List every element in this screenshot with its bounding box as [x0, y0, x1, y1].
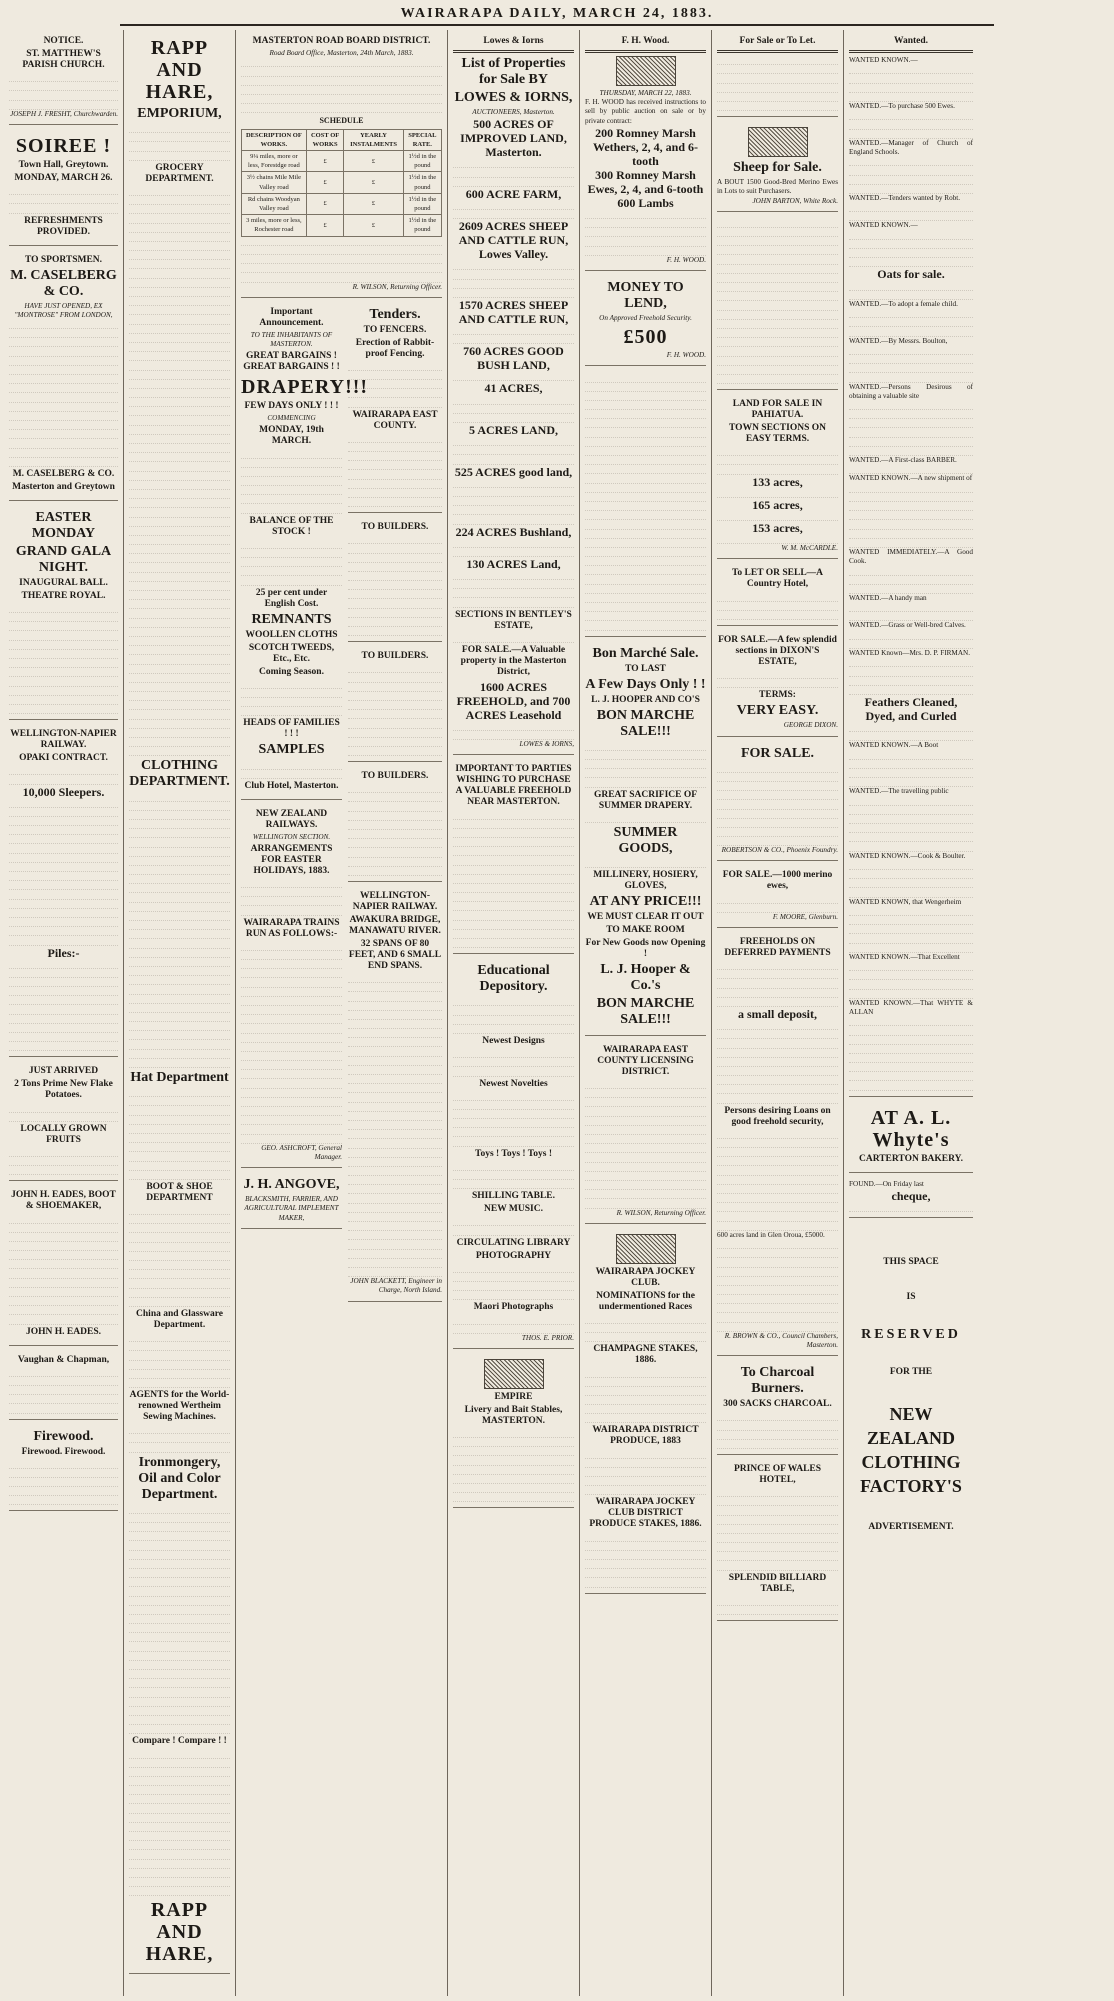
wanted-3: WANTED.—Manager of Church of England Schools.: [849, 138, 973, 156]
schedule-cell: £: [344, 215, 403, 236]
rapp-title: RAPP AND HARE,: [145, 37, 214, 103]
boot-title: BOOT & SHOE DEPARTMENT: [146, 1181, 213, 1203]
mccardle-sig: W. M. McCARDLE.: [781, 544, 838, 553]
shilling-table: SHILLING TABLE.: [471, 1191, 556, 1202]
horse-engraving-icon: [484, 1359, 544, 1389]
awakura-title: AWAKURA BRIDGE, MANAWATU RIVER.: [349, 914, 441, 936]
money-sub: On Approved Freehold Security.: [599, 313, 692, 322]
racehorse-engraving-icon: [616, 1234, 676, 1264]
col3-right: [348, 301, 442, 1305]
wanted-6: WANTED.—To adopt a female child.: [849, 299, 958, 308]
schedule-cell: £: [306, 215, 344, 236]
rapp-hare-ad: [129, 30, 230, 1974]
firewood-sub: Firewood. Firewood.: [21, 1446, 106, 1457]
trains-title: WAIRARAPA TRAINS RUN AS FOLLOWS:-: [243, 917, 340, 939]
spans-title: 32 SPANS OF 80 FEET, AND 6 SMALL END SPANS.: [348, 938, 442, 971]
column-2: [124, 30, 236, 1996]
schedule-table: [241, 129, 442, 237]
freeholds-title: FREEHOLDS ON DEFERRED PAYMENTS: [724, 937, 831, 959]
sleepers-title: 10,000 Sleepers.: [22, 784, 105, 799]
lowes-sig: LOWES & IORNS,: [519, 740, 574, 749]
inaugural-title: INAUGURAL BALL.: [19, 577, 108, 588]
wanted-12: WANTED.—A handy man: [849, 593, 927, 602]
wood-header: F. H. Wood.: [621, 36, 670, 46]
easter-ball-ad: [9, 504, 118, 720]
lowes-header: Lowes & Iorns: [483, 36, 544, 46]
merino-title: FOR SALE.—1000 merino ewes,: [722, 870, 833, 892]
railway-title: WELLINGTON-NAPIER RAILWAY.: [10, 729, 117, 751]
rapp-title-foot: RAPP AND HARE,: [145, 1899, 214, 1966]
dixon-sig: GEORGE DIXON.: [783, 721, 838, 730]
soiree-title: SOIREE !: [15, 134, 112, 157]
sheep-title: Sheep for Sale.: [733, 160, 822, 176]
commencing: COMMENCING: [267, 414, 316, 423]
brown-sig: R. BROWN & CO., Council Chambers, Masterton.: [724, 1331, 838, 1350]
nz-railways-title: NEW ZEALAND RAILWAYS.: [255, 808, 328, 830]
notice-heading: ST. MATTHEW'S PARISH CHURCH.: [22, 49, 105, 70]
sportsmen-heading: TO SPORTSMEN.: [24, 254, 103, 265]
napier-rail-title: WELLINGTON-NAPIER RAILWAY.: [352, 890, 438, 912]
eades-title: JOHN H. EADES, BOOT & SHOEMAKER,: [11, 1190, 116, 1212]
reserved-text: RESERVED: [861, 1327, 961, 1343]
wanted-15: WANTED KNOWN.—A Boot: [849, 741, 939, 750]
notice-signature: JOSEPH J. FRESHT, Churchwarden.: [10, 109, 118, 118]
charcoal-ad: [717, 1359, 838, 1455]
vaughan-title: Vaughan & Chapman,: [17, 1354, 110, 1365]
library-title: CIRCULATING LIBRARY: [456, 1237, 571, 1248]
firewood-ad: [9, 1423, 118, 1512]
nominations-title: NOMINATIONS for the undermentioned Races: [596, 1290, 695, 1312]
wellington-section: WELLINGTON SECTION.: [252, 832, 331, 841]
few-days-only: A Few Days Only ! !: [585, 676, 706, 692]
land-sale-title: LAND FOR SALE IN PAHIATUA.: [732, 399, 823, 421]
schedule-cell: £: [344, 193, 403, 214]
merino-ad: [717, 864, 838, 928]
angove-sub: BLACKSMITH, FARRIER, AND AGRICULTURAL IMPLEMENT MAKER,: [244, 1195, 339, 1222]
freeholds-ad: [717, 931, 838, 1356]
acres-165: 165 acres,: [752, 497, 803, 512]
wanted-4: WANTED.—Tenders wanted by Robt.: [849, 193, 961, 202]
column-6: [712, 30, 844, 1996]
just-arrived-ad: [9, 1060, 118, 1181]
caselberg-ad: [9, 249, 118, 501]
inhabitants: TO THE INHABITANTS OF MASTERTON.: [250, 330, 333, 348]
column-7: [844, 30, 978, 1996]
opaki-title: OPAKI CONTRACT.: [19, 753, 108, 764]
bon-marche-ad: [585, 640, 706, 1036]
coming-season: Coming Season.: [259, 666, 324, 677]
schedule-row: [242, 193, 442, 214]
wanted-20: WANTED KNOWN.—That WHYTE & ALLAN: [849, 998, 973, 1016]
hat-title: Hat Department: [130, 1070, 229, 1085]
stock-600: 600 Lambs: [617, 195, 674, 210]
column-5: [580, 30, 712, 1996]
fruits-title: LOCALLY GROWN FRUITS: [20, 1123, 107, 1145]
hooper-title: L. J. HOOPER AND CO'S: [591, 694, 700, 705]
terms: TERMS:: [759, 690, 796, 701]
acres-600: 600 ACRE FARM,: [465, 186, 562, 201]
tenders-title: Tenders.: [369, 306, 421, 322]
champagne-title: CHAMPAGNE STAKES, 1886.: [593, 1344, 698, 1366]
grocery-title: GROCERY DEPARTMENT.: [145, 162, 214, 184]
for-sale-header: For Sale or To Let.: [739, 36, 816, 46]
stock-300: 300 Romney Marsh Ewes, 2, 4, and 6-tooth: [587, 167, 704, 196]
samples-title: SAMPLES: [258, 742, 325, 758]
caselberg-sub: HAVE JUST OPENED, EX "MONTROSE" FROM LONDON,: [14, 301, 113, 319]
new-music: NEW MUSIC.: [484, 1204, 543, 1215]
prior-sig: THOS. E. PRIOR.: [521, 1333, 574, 1342]
builders-title-3: TO BUILDERS.: [361, 771, 429, 782]
found-ad: [849, 1176, 973, 1218]
schedule-row: [242, 150, 442, 171]
stock-200: 200 Romney Marsh Wethers, 2, 4, and 6-tooth: [593, 125, 698, 168]
advertisement: ADVERTISEMENT.: [868, 1522, 954, 1533]
balance-stock: BALANCE OF THE STOCK !: [249, 515, 334, 537]
column-4: [448, 30, 580, 1996]
schedule-cell: Rd chains Woodyan Valley road: [242, 193, 307, 214]
lowes-auctioneers: AUCTIONEERS, Masterton.: [472, 108, 555, 116]
sheep-text: A BOUT 1500 Good-Bred Merino Ewes in Lots to suit Purchasers.: [717, 178, 838, 196]
jockey-club-ad: [585, 1227, 706, 1594]
new-goods: For New Goods now Opening !: [585, 937, 706, 959]
wood-signature: F. H. WOOD.: [666, 255, 706, 264]
schedule-cell: 3½ chains Mile Mile Valley road: [242, 172, 307, 193]
fencers-title: TO FENCERS.: [363, 324, 427, 335]
column-1: [4, 30, 124, 1996]
novelties: Newest Novelties: [479, 1078, 548, 1089]
acres-2609: 2609 ACRES SHEEP AND CATTLE RUN, Lowes Valley.: [458, 219, 569, 262]
wanted-5: WANTED KNOWN.—: [849, 221, 918, 230]
acres-5: 5 ACRES LAND,: [468, 423, 558, 438]
prince-title: PRINCE OF WALES HOTEL,: [733, 1463, 822, 1485]
licensing-signature: R. WILSON, Returning Officer.: [616, 1208, 706, 1217]
wanted-16: WANTED.—The travelling public: [849, 787, 949, 796]
any-price: AT ANY PRICE!!!: [589, 893, 702, 909]
schedule-cell: 9¼ miles, more or less, Forestdge road: [242, 150, 307, 171]
acres-500: 500 ACRES OF IMPROVED LAND, Masterton.: [460, 117, 567, 160]
loans-title: Persons desiring Loans on good freehold security,: [724, 1105, 831, 1127]
schedule-col-header: SPECIAL RATE.: [403, 129, 441, 150]
caselberg-title: M. CASELBERG & CO.: [10, 267, 117, 299]
schedule-cell: 1½d in the pound: [403, 215, 441, 236]
just-arrived-title: JUST ARRIVED: [28, 1066, 99, 1077]
for-sale-title: FOR SALE.: [740, 745, 815, 761]
bon-marche-sale-2: BON MARCHE SALE!!!: [596, 995, 695, 1027]
carterton-bakery: CARTERTON BAKERY.: [858, 1153, 964, 1164]
acres-153: 153 acres,: [752, 521, 803, 536]
wcc-title: WAIRARAPA EAST COUNTY.: [352, 409, 438, 431]
potatoes-title: 2 Tons Prime New Flake Potatoes.: [14, 1079, 113, 1101]
educational-title: Educational Depository.: [477, 963, 550, 995]
hooper-title-2: L. J. Hooper & Co.'s: [600, 961, 691, 993]
notice-title: NOTICE.: [43, 36, 84, 46]
column-3: [236, 30, 448, 1996]
schedule-cell: 1½d in the pound: [403, 172, 441, 193]
district-title: WAIRARAPA DISTRICT PRODUCE, 1883: [592, 1425, 699, 1447]
whyte-title: AT A. L. Whyte's: [870, 1106, 952, 1151]
cattle-line: 600 acres land in Glen Oroua, £5000.: [717, 1230, 825, 1239]
columns: [4, 30, 1110, 1996]
empire-title: EMPIRE: [494, 1391, 533, 1402]
caselberg-place: Masterton and Greytown: [12, 481, 115, 492]
splendid-sections: FOR SALE.—A few splendid sections in DIXON'S ESTATE,: [718, 635, 837, 667]
angove-ad: [241, 1171, 342, 1229]
soiree-place: Town Hall, Greytown.: [18, 159, 109, 170]
money-title: MONEY TO LEND,: [607, 279, 684, 311]
to-last: TO LAST: [625, 663, 666, 674]
money-sum: £500: [623, 326, 668, 349]
emporium-title: EMPORIUM,: [137, 106, 222, 121]
schedule-cell: 1½d in the pound: [403, 193, 441, 214]
wood-text: F. H. WOOD has received instructions to sell by public auction on sale or by private contract:: [585, 98, 706, 125]
piles-title: Piles:-: [47, 945, 80, 960]
napier-railway-ad: [348, 885, 442, 1302]
millinery: MILLINERY, HOSIERY, GLOVES,: [593, 869, 698, 891]
prince-wales-ad: [717, 1458, 838, 1621]
schedule-cell: £: [306, 193, 344, 214]
schedule-cell: 3 miles, more or less, Rochester road: [242, 215, 307, 236]
bon-marche-title: Bon Marché Sale.: [592, 645, 699, 661]
caselberg-foot: M. CASELBERG & CO.: [12, 468, 115, 479]
sacrifice: GREAT SACRIFICE OF SUMMER DRAPERY.: [593, 789, 698, 811]
acres-1600: 1600 ACRES FREEHOLD, and 700 ACRES Leasehold: [456, 679, 571, 722]
vaughan-ad: [9, 1349, 118, 1420]
builders-ad-1: [348, 516, 442, 642]
money-ad: [585, 274, 706, 366]
maori-photos: Maori Photographs: [473, 1302, 554, 1313]
wood-ad: [585, 30, 706, 271]
builders-title-2: TO BUILDERS.: [361, 651, 429, 662]
wanted-17: WANTED KNOWN.—Cook & Boulter.: [849, 851, 966, 860]
sheep-sale-ad: [717, 120, 838, 212]
clear-out: WE MUST CLEAR IT OUT: [587, 911, 704, 922]
soiree-ad: [9, 128, 118, 246]
billiard-title: SPLENDID BILLIARD TABLE,: [728, 1572, 827, 1594]
scotch-title: SCOTCH TWEEDS, Etc., Etc.: [248, 642, 335, 664]
wanted-11: WANTED IMMEDIATELY.—A Good Cook.: [849, 547, 973, 566]
sacks-title: 300 SACKS CHARCOAL.: [723, 1399, 832, 1410]
make-room: TO MAKE ROOM: [606, 924, 685, 935]
produce-title: WAIRARAPA JOCKEY CLUB DISTRICT PRODUCE STAKES, 1886.: [589, 1497, 702, 1530]
easter-title: EASTER MONDAY: [31, 509, 96, 541]
eades-foot: JOHN H. EADES.: [26, 1326, 101, 1337]
easter-arrangements: ARRANGEMENTS FOR EASTER HOLIDAYS, 1883.: [250, 843, 333, 876]
wanted-2: WANTED.—To purchase 500 Ewes.: [849, 101, 955, 110]
important-title: Important Announcement.: [259, 306, 324, 328]
whyte-ad: [849, 1100, 973, 1173]
small-deposit: a small deposit,: [737, 1006, 817, 1021]
road-board-signature: R. WILSON, Returning Officer.: [352, 282, 442, 291]
tenders-ad: [348, 301, 442, 513]
soiree-date: MONDAY, MARCH 26.: [14, 172, 113, 183]
this-space: THIS SPACE: [883, 1257, 939, 1268]
acres-41: 41 ACRES,: [484, 381, 543, 396]
licensing-ad: [585, 1039, 706, 1224]
summer-goods: SUMMER GOODS,: [613, 824, 678, 856]
dixon-ad: [717, 629, 838, 737]
wanted-10: WANTED KNOWN.—A new shipment of: [849, 474, 973, 483]
road-board-office: Road Board Office, Masterton, 24th March, 1883.: [269, 49, 414, 57]
for-sale-valuable: FOR SALE.—A Valuable property in the Masterton District,: [460, 644, 567, 677]
foundry-ad: [717, 740, 838, 862]
schedule-cell: £: [306, 150, 344, 171]
railways-ad: [241, 803, 342, 1168]
schedule-title: SCHEDULE: [319, 116, 364, 126]
col3-split: [241, 301, 442, 1305]
col3-left: [241, 301, 369, 1305]
remnants-title: REMNANTS: [251, 611, 332, 627]
drapery-title: DRAPERY!!!: [241, 376, 369, 399]
livery-title: Livery and Bait Stables, MASTERTON.: [464, 1404, 563, 1426]
very-easy: VERY EASY.: [736, 703, 819, 719]
firewood-title: Firewood.: [33, 1428, 94, 1444]
builders-title-1: TO BUILDERS.: [361, 522, 429, 533]
wanted-8: WANTED.—Persons Desirous of obtaining a valuable site: [849, 382, 973, 400]
schedule-cell: £: [344, 150, 403, 171]
acres-760: 760 ACRES GOOD BUSH LAND,: [463, 344, 564, 373]
photography-title: PHOTOGRAPHY: [475, 1250, 552, 1261]
heads-families: HEADS OF FAMILIES ! ! !: [243, 718, 340, 740]
schedule-col-header: DESCRIPTION OF WORKS.: [242, 129, 307, 150]
acres-525: 525 ACRES good land,: [454, 464, 573, 479]
gala-title: GRAND GALA NIGHT.: [15, 543, 112, 575]
bon-marche-sale: BON MARCHE SALE!!!: [596, 707, 695, 739]
is-text: IS: [906, 1292, 916, 1303]
eades-ad: [9, 1184, 118, 1345]
hotel-ad: [717, 562, 838, 626]
ashcroft-sig: GEO. ASHCROFT, General Manager.: [261, 1143, 342, 1161]
great-bargains: GREAT BARGAINS ! GREAT BARGAINS ! !: [243, 351, 340, 373]
railway-contract-ad: [9, 723, 118, 1057]
country-hotel: To LET OR SELL—A Country Hotel,: [731, 568, 824, 590]
new-designs: Newest Designs: [482, 1035, 545, 1046]
town-sections: TOWN SECTIONS ON EASY TERMS.: [729, 423, 826, 445]
wanted-7: WANTED.—By Messrs. Boulton,: [849, 336, 948, 345]
reduction: 25 per cent under English Cost.: [255, 587, 328, 609]
road-board-title: MASTERTON ROAD BOARD DISTRICT.: [252, 36, 431, 46]
freehold-ad: [453, 758, 574, 954]
reserved-space-ad: [849, 1221, 973, 1540]
schedule-cell: 1½d in the pound: [403, 150, 441, 171]
agents-title: AGENTS for the World-renowned Wertheim Sewing Machines.: [129, 1390, 230, 1423]
wood-lots-ad: [585, 369, 706, 636]
moore-sig: F. MOORE, Glenburn.: [772, 912, 838, 921]
ironmongery-title: Ironmongery, Oil and Color Department.: [138, 1454, 221, 1502]
cheque: cheque,: [891, 1188, 931, 1203]
money-signature: F. H. WOOD.: [666, 351, 706, 360]
angove-title: J. H. ANGOVE,: [243, 1177, 340, 1193]
lowes-list: List of Properties for Sale BY: [461, 56, 566, 87]
soiree-refreshments: REFRESHMENTS PROVIDED.: [24, 215, 103, 237]
nz-clothing: NEW ZEALAND CLOTHING FACTORY'S: [860, 1404, 962, 1497]
acres-224: 224 ACRES Bushland,: [455, 524, 572, 539]
depository-ad: [453, 957, 574, 1349]
pahiatua-ad: [717, 393, 838, 559]
road-board-ad: [241, 30, 442, 298]
acres-1570: 1570 ACRES SHEEP AND CATTLE RUN,: [458, 297, 569, 326]
theatre-title: THEATRE ROYAL.: [21, 590, 106, 601]
wood-date: THURSDAY, MARCH 22, 1883.: [599, 89, 692, 97]
wanted-1: WANTED KNOWN.—: [849, 56, 918, 64]
licensing-title: WAIRARAPA EAST COUNTY LICENSING DISTRICT.: [597, 1044, 694, 1077]
oats: Oats for sale.: [877, 267, 945, 282]
monday-date: MONDAY, 19th MARCH.: [259, 425, 324, 447]
china-title: China and Glassware Department.: [136, 1308, 223, 1330]
drapery-ad: [241, 301, 369, 800]
for-the: FOR THE: [889, 1367, 933, 1378]
woollen-title: WOOLLEN CLOTHS: [245, 629, 338, 640]
schedule-row: [242, 215, 442, 236]
club-hotel: Club Hotel, Masterton.: [244, 780, 339, 791]
for-sale-header-ad: [717, 30, 838, 117]
robertson-sig: ROBERTSON & CO., Phoenix Foundry.: [721, 846, 838, 855]
builders-ad-3: [348, 765, 442, 882]
compare-title: Compare ! Compare ! !: [132, 1736, 227, 1747]
schedule-row: [242, 172, 442, 193]
schedule-cell: £: [344, 172, 403, 193]
land-ads: [717, 215, 838, 390]
toys-title: Toys ! Toys ! Toys !: [474, 1148, 552, 1159]
builders-ad-2: [348, 645, 442, 762]
wanted-ads: [849, 30, 973, 1097]
church-notice: [9, 30, 118, 125]
acres-133: 133 acres,: [752, 474, 803, 489]
bentley-sections: SECTIONS IN BENTLEY'S ESTATE,: [455, 609, 572, 631]
clothing-title: CLOTHING DEPARTMENT.: [129, 758, 230, 790]
wanted-18: WANTED KNOWN, that Wengerheim: [849, 897, 962, 906]
found-title: FOUND.—On Friday last: [849, 1179, 924, 1188]
parting-title: IMPORTANT TO PARTIES WISHING TO PURCHASE A VALUABLE FREEHOLD NEAR MASTERTON.: [455, 764, 572, 808]
empire-stables-ad: [453, 1352, 574, 1509]
lowes-firm: LOWES & IORNS,: [454, 90, 573, 105]
wanted-19: WANTED KNOWN.—That Excellent: [849, 952, 960, 961]
masthead-title: WAIRARAPA DAILY, MARCH 24, 1883.: [400, 6, 714, 21]
charcoal-title: To Charcoal Burners.: [740, 1365, 815, 1397]
rabbit-title: Erection of Rabbit-proof Fencing.: [355, 337, 435, 359]
jockey-title: WAIRARAPA JOCKEY CLUB.: [595, 1266, 696, 1288]
ram-engraving-icon: [748, 127, 808, 157]
barton-sig: JOHN BARTON, White Rock.: [752, 196, 838, 205]
sheep-engraving-icon: [616, 56, 676, 86]
schedule-col-header: YEARLY INSTALMENTS: [344, 129, 403, 150]
few-days: FEW DAYS ONLY ! ! !: [244, 401, 339, 412]
wanted-14: WANTED Known—Mrs. D. P. FIRMAN.: [849, 649, 970, 658]
feathers: Feathers Cleaned, Dyed, and Curled: [864, 695, 958, 724]
schedule-cell: £: [306, 172, 344, 193]
lowes-iorns-ad: [453, 30, 574, 755]
acres-130: 130 ACRES Land,: [466, 556, 561, 571]
wanted-13: WANTED.—Grass or Well-bred Calves.: [849, 621, 966, 630]
blackett-sig: JOHN BLACKETT, Engineer in Charge, North Island.: [350, 1277, 442, 1295]
masthead: [120, 4, 994, 26]
wanted-9: WANTED.—A First-class BARBER.: [849, 456, 957, 465]
schedule-col-header: COST OF WORKS: [306, 129, 344, 150]
notice-body: [9, 73, 118, 110]
wanted-header: Wanted.: [893, 36, 929, 46]
